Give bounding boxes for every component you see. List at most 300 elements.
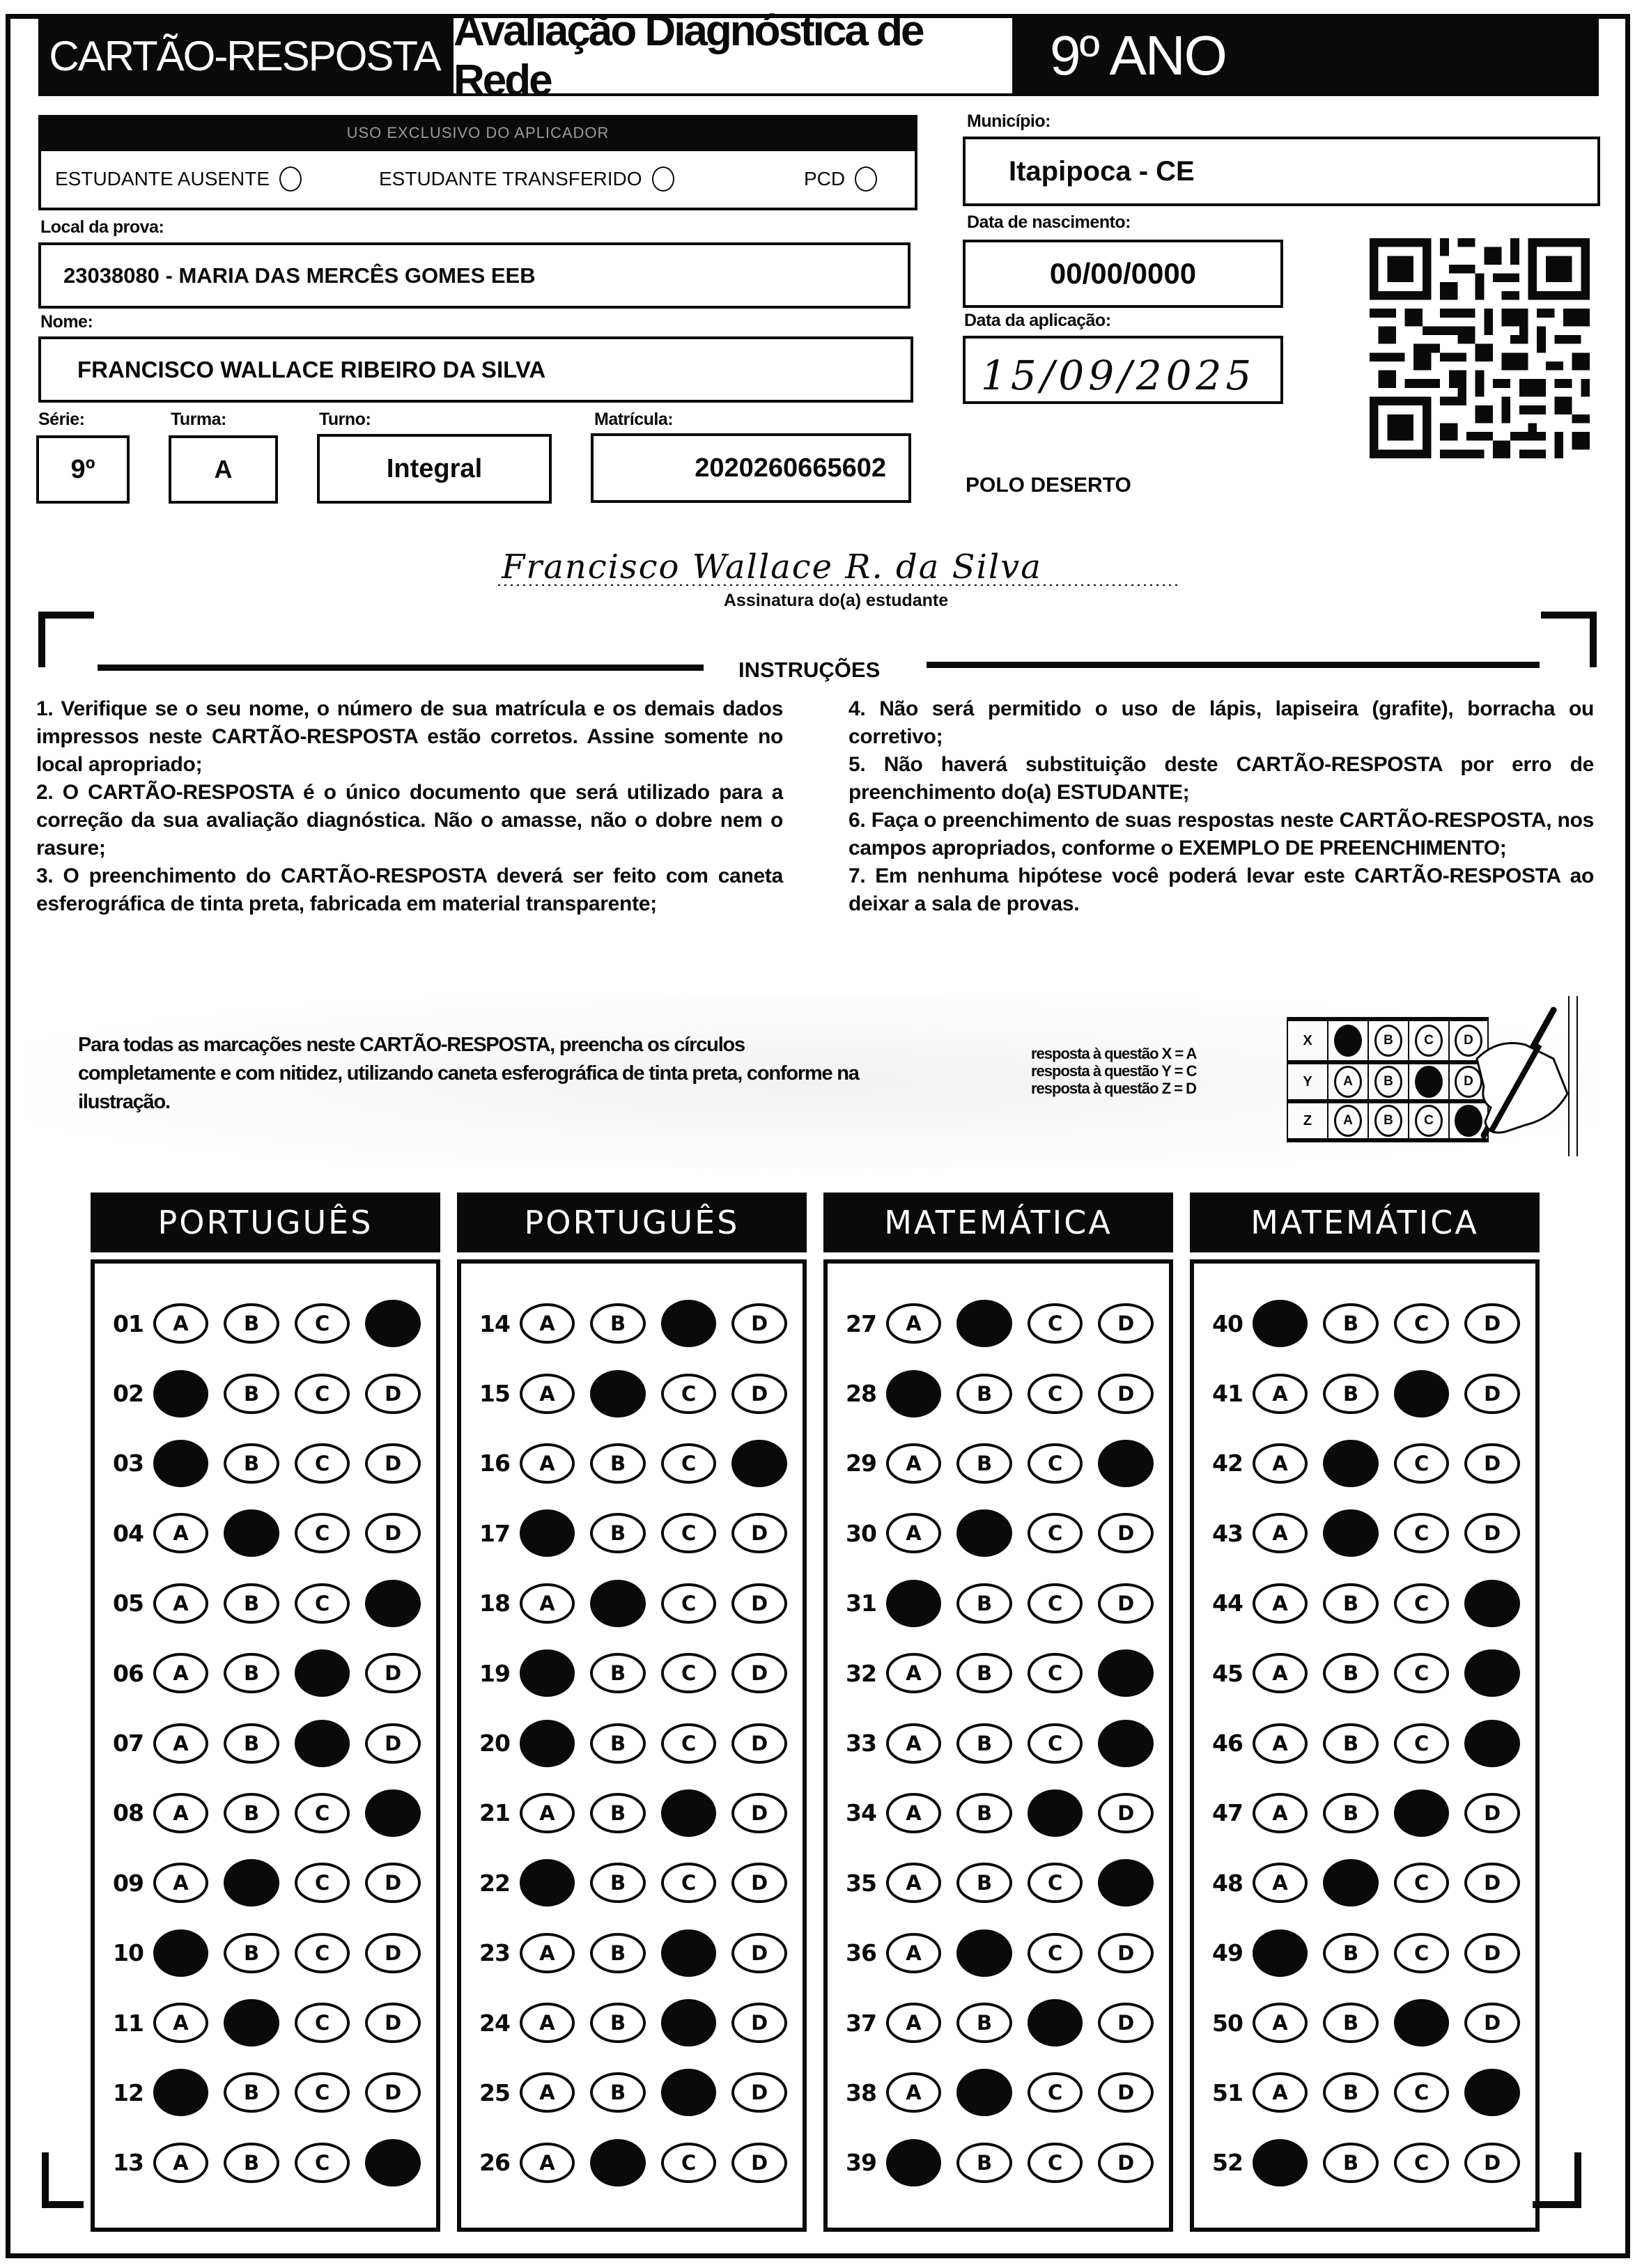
answer-bubble-b[interactable]: B [956,1793,1012,1833]
answer-bubble-c[interactable]: C [1028,1723,1083,1764]
question-number: 20 [479,1730,510,1757]
answer-bubble-b[interactable]: B [590,1513,646,1553]
question-row-14 [461,1289,803,1358]
answer-bubble-a[interactable]: A [1253,1863,1308,1903]
nascimento-label: Data de nascimento: [967,212,1131,232]
answer-bubble-filled-a[interactable] [1253,1300,1308,1347]
corner-marker-bottom-right [1533,2152,1581,2208]
answer-bubble-c[interactable]: C [1028,1513,1083,1553]
answer-bubble-a[interactable]: A [1253,1513,1308,1553]
answer-bubble-a[interactable]: A [1253,1723,1308,1764]
answer-bubble-c[interactable]: C [1028,1443,1083,1484]
turma-value: A [214,455,233,483]
question-row-09 [95,1848,436,1918]
local-label: Local da prova: [40,217,164,237]
answer-bubble-c[interactable]: C [1028,2072,1083,2113]
answer-bubble-c[interactable]: C [295,2143,350,2183]
answer-bubble-c[interactable]: C [295,1513,350,1553]
answer-bubble-d[interactable]: D [1098,1933,1154,1973]
answer-bubble-b[interactable]: B [590,1723,646,1764]
answer-bubble-a[interactable]: A [1253,1793,1308,1833]
answer-bubble-d[interactable]: D [365,1863,421,1903]
answer-bubble-a[interactable]: A [886,2072,942,2113]
question-number: 33 [846,1730,876,1757]
question-number: 40 [1212,1310,1243,1337]
answer-bubble-c[interactable]: C [1394,1583,1450,1624]
answer-bubble-filled-b[interactable] [224,1509,279,1557]
answer-bubble-c[interactable]: C [1028,2143,1083,2183]
polo-label: POLO DESERTO [966,474,1131,497]
answer-bubble-d[interactable]: D [1098,1583,1154,1624]
answer-bubble-d[interactable]: D [731,2143,787,2183]
answer-bubble-a[interactable]: A [520,1933,575,1973]
answer-bubble-filled-d[interactable] [1098,1859,1154,1906]
answer-bubble-d[interactable]: D [731,1374,787,1414]
question-number: 18 [479,1590,510,1617]
answer-bubble-a[interactable]: A [153,1723,209,1764]
answer-bubble-filled-c[interactable] [1394,1370,1450,1418]
question-row-06 [95,1638,436,1708]
question-number: 37 [846,2009,876,2037]
answer-bubble-c[interactable]: C [295,1583,350,1624]
question-row-08 [95,1778,436,1848]
answer-bubble-b[interactable]: B [1323,1374,1379,1414]
answer-bubble-filled-c[interactable] [295,1649,350,1697]
nascimento-field [963,240,1283,308]
question-number: 24 [479,2009,510,2037]
question-row-07 [95,1708,436,1778]
answer-bubble-filled-d[interactable] [1098,1720,1154,1767]
answer-bubble-c[interactable]: C [1394,1863,1450,1903]
question-row-21 [461,1778,803,1848]
answer-bubble-b[interactable]: B [1323,2072,1379,2113]
answer-bubble-c[interactable]: C [1394,1303,1450,1344]
instruction-5: 5. Não haverá substituição deste CARTÃO-RESPOSTA por erro de preenchimento do(a) ESTUDANTE; [849,753,1594,804]
answer-bubble-c[interactable]: C [1028,1933,1083,1973]
answer-bubble-filled-a[interactable] [520,1509,575,1557]
answer-bubble-c[interactable]: C [661,1583,717,1624]
answer-bubble-b[interactable]: B [224,1793,279,1833]
answer-bubble-c[interactable]: C [1394,2143,1450,2183]
answer-bubble-a[interactable]: A [153,1793,209,1833]
answer-bubble-b[interactable]: B [224,1443,279,1484]
answer-bubble-filled-a[interactable] [1253,2139,1308,2187]
answer-bubble-b[interactable]: B [1323,1583,1379,1624]
option-label: ESTUDANTE TRANSFERIDO [379,168,642,189]
answer-bubble-c[interactable]: C [661,1723,717,1764]
answer-bubble-filled-d[interactable] [1464,1580,1520,1627]
signature-caption: Assinatura do(a) estudante [723,591,949,610]
answer-bubble-filled-d[interactable] [1098,1649,1154,1697]
answer-bubble-filled-a[interactable] [153,1370,209,1418]
answer-bubble-c[interactable]: C [1394,2072,1450,2113]
answer-bubble-a[interactable]: A [886,1443,942,1484]
question-number: 12 [113,2079,144,2106]
answer-bubble-d[interactable]: D [1098,1793,1154,1833]
municipio-field [963,137,1600,206]
answer-bubble-filled-b[interactable] [590,2139,646,2187]
answer-bubble-a[interactable]: A [1253,1583,1308,1624]
answer-bubble-d[interactable]: D [365,1933,421,1973]
answer-section-2 [457,1193,807,2232]
answer-bubble-a[interactable]: A [886,1863,942,1903]
answer-bubble-c[interactable]: C [295,1443,350,1484]
example-bubble: A [1334,1066,1362,1098]
answer-bubble-a[interactable]: A [520,1374,575,1414]
answer-bubble-a[interactable]: A [520,1583,575,1624]
answer-bubble-filled-b[interactable] [590,1370,646,1418]
answer-bubble-c[interactable]: C [1028,1303,1083,1344]
answer-bubble-a[interactable]: A [1253,1374,1308,1414]
answer-bubble-a[interactable]: A [153,1303,209,1344]
section-box [457,1259,807,2232]
answer-bubble-filled-b[interactable] [224,1999,279,2046]
answer-bubble-d[interactable]: D [1098,2003,1154,2043]
answer-bubble-b[interactable]: B [224,1933,279,1973]
answer-bubble-filled-b[interactable] [1323,1509,1379,1557]
answer-bubble-filled-d[interactable] [1098,1440,1154,1487]
answer-bubble-filled-a[interactable] [520,1649,575,1697]
answer-bubble-a[interactable]: A [520,1443,575,1484]
answer-bubble-b[interactable]: B [224,1723,279,1764]
answer-bubble-c[interactable]: C [1028,1583,1083,1624]
answer-bubble-b[interactable]: B [956,1443,1012,1484]
question-number: 42 [1212,1450,1243,1477]
answer-bubble-c[interactable]: C [1028,1863,1083,1903]
question-row-35 [828,1848,1169,1918]
card-title: CARTÃO-RESPOSTA [38,15,451,96]
municipio-label: Município: [967,111,1051,131]
answer-bubble-d[interactable]: D [731,1583,787,1624]
answer-bubble-filled-b[interactable] [956,1509,1012,1557]
option-pcd[interactable] [804,166,877,192]
answer-bubble-d[interactable]: D [1464,1374,1520,1414]
answer-bubble-b[interactable]: B [224,1303,279,1344]
answer-bubble-filled-c[interactable] [1028,1789,1083,1837]
option-radio[interactable] [652,166,674,192]
answer-bubble-c[interactable]: C [661,2143,717,2183]
answer-bubble-b[interactable]: B [590,2072,646,2113]
answer-bubble-a[interactable]: A [1253,2072,1308,2113]
question-row-48 [1194,1848,1535,1918]
answer-bubble-filled-a[interactable] [520,1720,575,1767]
answer-bubble-a[interactable]: A [1253,1443,1308,1484]
answer-bubble-d[interactable]: D [365,1443,421,1484]
answer-bubble-d[interactable]: D [365,1653,421,1693]
answer-bubble-b[interactable]: B [224,2143,279,2183]
answer-bubble-d[interactable]: D [731,2072,787,2113]
answer-bubble-filled-b[interactable] [590,1580,646,1627]
answer-bubble-c[interactable]: C [295,1303,350,1344]
question-row-47 [1194,1778,1535,1848]
question-number: 51 [1212,2079,1243,2106]
answer-bubble-a[interactable]: A [886,1723,942,1764]
question-number: 39 [846,2149,876,2177]
section-box [1190,1259,1540,2232]
answer-bubble-d[interactable]: D [1464,1513,1520,1553]
answer-bubble-filled-c[interactable] [661,1999,717,2046]
answer-bubble-filled-d[interactable] [365,1300,421,1347]
question-number: 31 [846,1590,876,1617]
option-radio[interactable] [279,166,302,192]
answer-bubble-d[interactable]: D [1464,2003,1520,2043]
answer-bubble-d[interactable]: D [731,1723,787,1764]
answer-bubble-a[interactable]: A [886,1793,942,1833]
answer-bubble-a[interactable]: A [153,1653,209,1693]
nome-value: FRANCISCO WALLACE RIBEIRO DA SILVA [77,356,546,382]
option-radio[interactable] [855,166,877,192]
answer-bubble-b[interactable]: B [1323,1723,1379,1764]
answer-bubble-a[interactable]: A [520,2143,575,2183]
answer-bubble-a[interactable]: A [886,1933,942,1973]
answer-bubble-b[interactable]: B [1323,1793,1379,1833]
example-bubble: B [1374,1066,1402,1098]
answer-bubble-b[interactable]: B [1323,1303,1379,1344]
answer-bubble-d[interactable]: D [1464,2143,1520,2183]
answer-bubble-b[interactable]: B [956,1863,1012,1903]
answer-bubble-filled-d[interactable] [365,1580,421,1627]
answer-bubble-c[interactable]: C [661,1374,717,1414]
answer-bubble-filled-a[interactable] [153,2069,209,2116]
answer-bubble-d[interactable]: D [1098,1513,1154,1553]
answer-bubble-b[interactable]: B [956,2143,1012,2183]
answer-bubble-b[interactable]: B [1323,2143,1379,2183]
answer-bubble-b[interactable]: B [956,2003,1012,2043]
corner-marker-top-left [38,612,94,667]
fill-example-legend [1031,1045,1196,1097]
question-number: 22 [479,1869,510,1897]
answer-bubble-c[interactable]: C [295,1793,350,1833]
answer-bubble-filled-b[interactable] [956,2069,1012,2116]
answer-bubble-d[interactable]: D [1464,1933,1520,1973]
fill-example-text: Para todas as marcações neste CARTÃO-RESPOSTA, preencha os círculos completamente e com nitidez, utilizando caneta esferográfica de tinta preta, conforme na ilustração. [78,1034,859,1113]
answer-bubble-c[interactable]: C [1394,1653,1450,1693]
answer-bubble-c[interactable]: C [1028,1653,1083,1693]
answer-bubble-b[interactable]: B [1323,1933,1379,1973]
grade-title: 9º ANO [1015,15,1599,96]
answer-bubble-d[interactable]: D [365,2072,421,2113]
answer-bubble-c[interactable]: C [1028,1374,1083,1414]
question-row-18 [461,1569,803,1638]
answer-bubble-filled-b[interactable] [1323,1859,1379,1906]
question-number: 48 [1212,1869,1243,1897]
answer-bubble-b[interactable]: B [590,1653,646,1693]
answer-bubble-a[interactable]: A [886,1303,942,1344]
answer-bubble-filled-d[interactable] [365,2139,421,2187]
answer-bubble-b[interactable]: B [590,1863,646,1903]
legend-z: resposta à questão Z = D [1031,1080,1197,1097]
question-row-27 [828,1289,1169,1358]
answer-bubble-c[interactable]: C [1394,1723,1450,1764]
answer-bubble-d[interactable]: D [731,1863,787,1903]
answer-bubble-d[interactable]: D [365,1374,421,1414]
option-estudante-ausente[interactable] [55,166,302,192]
answer-bubble-filled-b[interactable] [956,1300,1012,1347]
option-estudante-transferido[interactable] [379,166,674,192]
matricula-field [591,433,911,503]
answer-bubble-b[interactable]: B [224,1653,279,1693]
question-number: 10 [113,1939,144,1967]
answer-bubble-filled-a[interactable] [886,2139,942,2187]
matricula-value: 2020260665602 [695,453,886,483]
question-row-19 [461,1638,803,1708]
answer-bubble-c[interactable]: C [661,1863,717,1903]
answer-bubble-b[interactable]: B [590,1793,646,1833]
answer-bubble-d[interactable]: D [1098,1374,1154,1414]
question-number: 29 [846,1450,876,1477]
answer-bubble-a[interactable]: A [153,1513,209,1553]
answer-bubble-b[interactable]: B [590,1303,646,1344]
question-row-32 [828,1638,1169,1708]
question-number: 45 [1212,1659,1243,1687]
answer-bubble-filled-a[interactable] [153,1929,209,1977]
answer-bubble-c[interactable]: C [661,1513,717,1553]
answer-bubble-d[interactable]: D [731,1933,787,1973]
answer-bubble-c[interactable]: C [1394,1933,1450,1973]
legend-y: resposta à questão Y = C [1031,1062,1197,1080]
answer-bubble-b[interactable]: B [956,1723,1012,1764]
question-number: 41 [1212,1380,1243,1408]
answer-bubble-filled-c[interactable] [661,2069,717,2116]
answer-bubble-filled-b[interactable] [956,1929,1012,1977]
answer-bubble-b[interactable]: B [224,1374,279,1414]
question-number: 36 [846,1939,876,1967]
question-number: 09 [113,1869,144,1897]
answer-bubble-a[interactable]: A [153,1583,209,1624]
answer-bubble-filled-a[interactable] [1253,1929,1308,1977]
answer-bubble-d[interactable]: D [1464,1443,1520,1484]
answer-bubble-b[interactable]: B [956,1653,1012,1693]
answer-bubble-c[interactable]: C [295,1374,350,1414]
answer-bubble-a[interactable]: A [886,2003,942,2043]
question-number: 16 [479,1450,510,1477]
answer-bubble-filled-d[interactable] [365,1789,421,1837]
answer-bubble-filled-c[interactable] [1394,1789,1450,1837]
question-row-52 [1194,2128,1535,2198]
instruction-6: 6. Faça o preenchimento de suas respostas neste CARTÃO-RESPOSTA, nos campos apropriados, conforme o EXEMPLO DE PREENCHIMENTO; [849,809,1594,860]
example-bubble: D [1455,1025,1482,1057]
answer-bubble-filled-c[interactable] [661,1929,717,1977]
question-number: 46 [1212,1730,1243,1757]
answer-bubble-b[interactable]: B [224,2072,279,2113]
option-label: ESTUDANTE AUSENTE [55,168,270,189]
answer-bubble-d[interactable]: D [1098,2072,1154,2113]
answer-bubble-c[interactable]: C [295,1933,350,1973]
nascimento-value: 00/00/0000 [1049,257,1197,290]
question-row-34 [828,1778,1169,1848]
answer-bubble-c[interactable]: C [295,1863,350,1903]
answer-bubble-filled-c[interactable] [661,1789,717,1837]
answer-bubble-filled-a[interactable] [520,1859,575,1906]
turma-label: Turma: [171,410,226,429]
aplicador-header: USO EXCLUSIVO DO APLICADOR [38,115,917,151]
turma-field [169,435,278,504]
answer-bubble-a[interactable]: A [886,1513,942,1553]
answer-bubble-d[interactable]: D [1464,1303,1520,1344]
answer-bubble-filled-b[interactable] [1323,1440,1379,1487]
answer-bubble-c[interactable]: C [1394,1443,1450,1484]
turno-field [317,434,552,504]
question-number: 44 [1212,1590,1243,1617]
answer-bubble-a[interactable]: A [153,1863,209,1903]
answer-bubble-a[interactable]: A [1253,2003,1308,2043]
corner-marker-top-right [1541,612,1597,667]
question-number: 47 [1212,1799,1243,1827]
answer-bubble-filled-d[interactable] [731,1440,787,1487]
answer-bubble-c[interactable]: C [295,2072,350,2113]
answer-bubble-d[interactable]: D [365,1513,421,1553]
instruction-7: 7. Em nenhuma hipótese você poderá levar este CARTÃO-RESPOSTA ao deixar a sala de provas. [849,864,1594,915]
example-bubble: C [1415,1105,1443,1137]
answer-bubble-b[interactable]: B [1323,1653,1379,1693]
answer-bubble-d[interactable]: D [1098,2143,1154,2183]
question-row-25 [461,2058,803,2127]
answer-bubble-filled-a[interactable] [886,1580,942,1627]
answer-bubble-a[interactable]: A [520,1793,575,1833]
answer-bubble-filled-c[interactable] [1394,1999,1450,2046]
answer-bubble-filled-c[interactable] [295,1720,350,1767]
aplicacao-label: Data da aplicação: [964,311,1111,330]
answer-bubble-c[interactable]: C [1394,1513,1450,1553]
answer-bubble-a[interactable]: A [520,1303,575,1344]
answer-bubble-filled-a[interactable] [886,1370,942,1418]
answer-bubble-b[interactable]: B [590,1443,646,1484]
answer-bubble-filled-d[interactable] [1464,1649,1520,1697]
answer-bubble-filled-d[interactable] [1464,2069,1520,2116]
serie-value: 9º [70,454,95,484]
answer-bubble-b[interactable]: B [590,2003,646,2043]
answer-bubble-d[interactable]: D [731,1653,787,1693]
answer-bubble-b[interactable]: B [224,1583,279,1624]
turno-value: Integral [386,453,483,483]
answer-bubble-a[interactable]: A [153,2003,209,2043]
answer-bubble-c[interactable]: C [295,2003,350,2043]
section-title: PORTUGUÊS [91,1193,440,1252]
answer-bubble-d[interactable]: D [1464,1863,1520,1903]
answer-bubble-b[interactable]: B [1323,2003,1379,2043]
answer-bubble-b[interactable]: B [956,1583,1012,1624]
answer-bubble-b[interactable]: B [956,1374,1012,1414]
answer-bubble-b[interactable]: B [590,1933,646,1973]
nome-field [38,336,913,403]
answer-bubble-d[interactable]: D [731,1793,787,1833]
answer-bubble-filled-c[interactable] [1028,1999,1083,2046]
answer-bubble-d[interactable]: D [731,1513,787,1553]
answer-bubble-d[interactable]: D [731,1303,787,1344]
answer-bubble-a[interactable]: A [886,1653,942,1693]
answer-bubble-c[interactable]: C [661,1653,717,1693]
answer-bubble-c[interactable]: C [661,1443,717,1484]
answer-bubble-a[interactable]: A [1253,1653,1308,1693]
question-row-26 [461,2128,803,2198]
answer-bubble-filled-d[interactable] [1464,1720,1520,1767]
answer-bubble-d[interactable]: D [731,2003,787,2043]
answer-bubble-d[interactable]: D [365,2003,421,2043]
answer-bubble-a[interactable]: A [520,2072,575,2113]
answer-bubble-d[interactable]: D [1098,1303,1154,1344]
answer-bubble-a[interactable]: A [153,2143,209,2183]
question-row-12 [95,2058,436,2127]
instructions-right [849,695,1594,918]
answer-bubble-d[interactable]: D [365,1723,421,1764]
example-bubble-filled [1415,1066,1443,1098]
question-row-13 [95,2128,436,2198]
answer-bubble-filled-b[interactable] [224,1859,279,1906]
answer-bubble-d[interactable]: D [1464,1793,1520,1833]
answer-bubble-a[interactable]: A [520,2003,575,2043]
answer-bubble-filled-a[interactable] [153,1440,209,1487]
answer-bubble-filled-c[interactable] [661,1300,717,1347]
